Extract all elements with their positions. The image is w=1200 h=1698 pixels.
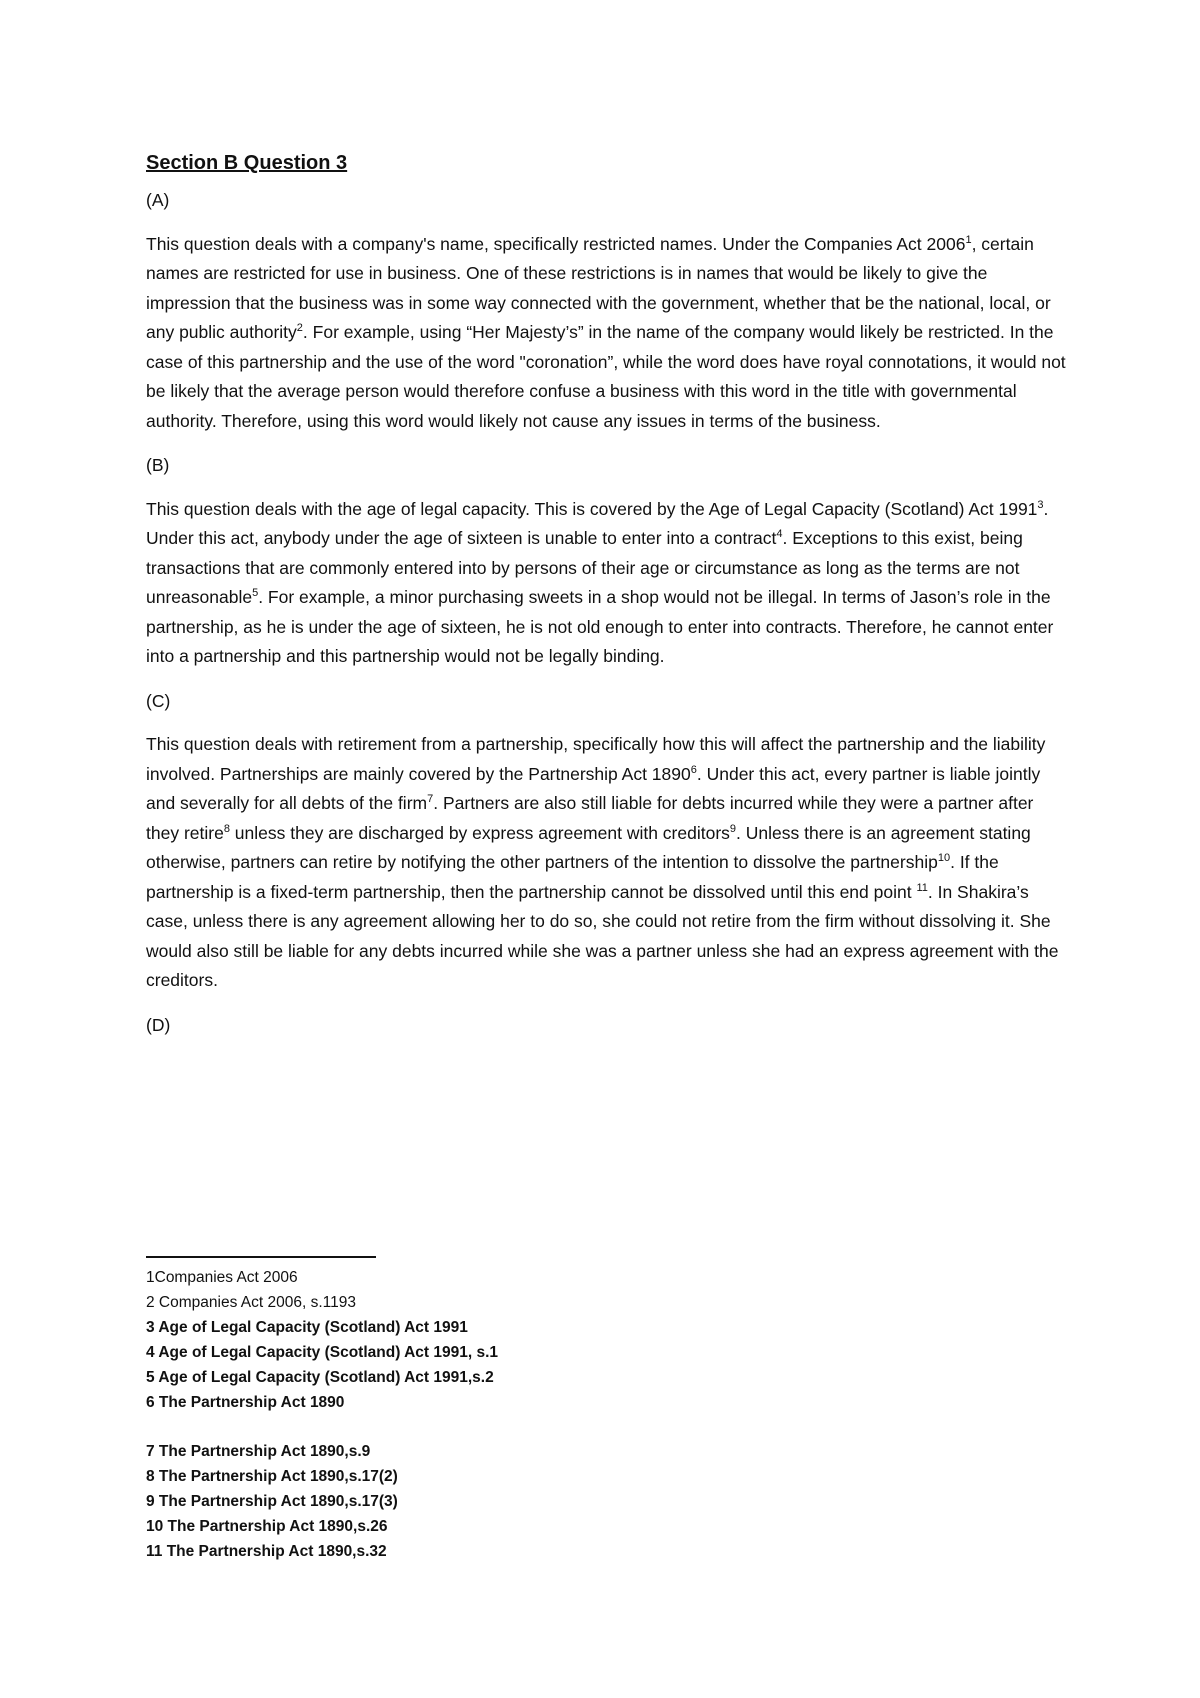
footnote-ref: 6 [690,763,697,776]
footnote-item: 5 Age of Legal Capacity (Scotland) Act 1991,s.2 [146,1369,494,1386]
text-run: This question deals with a company's name, specifically restricted names. Under the Companies Act 2006 [146,233,966,254]
footnote-item: 2 Companies Act 2006, s.1193 [146,1294,356,1311]
footnote-item: 1Companies Act 2006 [146,1269,298,1286]
footnote-item: 6 The Partnership Act 1890 [146,1394,345,1411]
footnote-item: 10 The Partnership Act 1890,s.26 [146,1518,388,1535]
text-run: This question deals with the age of legal capacity. This is covered by the Age of Legal Capacity (Scotland) Act 1991 [146,498,1038,519]
footnote-spacer [146,1415,746,1439]
text-run: . For example, a minor purchasing sweets in a shop would not be illegal. In terms of Jason’s role in the partnership, as he is under the age of sixteen, he is not old enough to enter into contracts. Therefore, he cannot enter into a partnership and this partnership would not be legally binding. [146,587,1054,666]
footnote-item: 11 The Partnership Act 1890,s.32 [146,1543,387,1560]
footnote-ref: 1 [965,233,972,246]
footnote-ref: 2 [296,322,303,335]
text-run: . In Shakira’s case, unless there is any agreement allowing her to do so, she could not retire from the firm without dissolving it. She would also still be liable for any debts incurred while she was a partner unless she had an express agreement with the creditors. [146,881,1059,990]
footnote-item: 7 The Partnership Act 1890,s.9 [146,1443,371,1460]
section-b-paragraph [146,495,1066,672]
text-run: . Exceptions to this exist, being transactions that are commonly entered into by persons of their age or circumstance as long as the terms are not unreasonable [146,528,1023,607]
text-run: unless they are discharged by express agreement with creditors [229,822,730,843]
footnote-ref: 10 [937,852,951,865]
text-run: . Under this act, anybody under the age of sixteen is unable to enter into a contract [146,498,1049,548]
footnote-item: 9 The Partnership Act 1890,s.17(3) [146,1493,398,1510]
footnote-ref: 7 [427,793,434,806]
text-run: . If the partnership is a fixed-term partnership, then the partnership cannot be dissolved until this end point [146,852,999,902]
footnote-separator [146,1256,376,1258]
text-run: This question deals with retirement from a partnership, specifically how this will affect the partnership and the liability involved. Partnerships are mainly covered by the Partnership Act 1890 [146,734,1046,784]
footnote-ref: 11 [916,881,928,894]
footnote-item: 3 Age of Legal Capacity (Scotland) Act 1991 [146,1319,468,1336]
footnote-item: 4 Age of Legal Capacity (Scotland) Act 1991, s.1 [146,1344,499,1361]
text-run: , certain names are restricted for use in business. One of these restrictions is in names that would be likely to give the impression that the business was in some way connected with the government, whether that be the national, local, or any public authority [146,233,1051,342]
footnote-ref: 3 [1037,498,1044,511]
page-title: Section B Question 3 [146,152,348,174]
text-run: . For example, using “Her Majesty’s” in the name of the company would likely be restricted. In the case of this partnership and the use of the word "coronation”, while the word does have royal connotations, it would not be likely that the average person would therefore confuse a business with this word in the title with governmental authority. Therefore, using this word would likely not cause any issues in terms of the business. [146,322,1066,431]
section-label-b: (B) [146,455,170,475]
footnote-ref: 8 [223,822,230,835]
section-label-d: (D) [146,1014,171,1035]
section-label-c: (C) [146,690,171,711]
footnote-ref: 4 [776,528,783,541]
section-label-a: (A) [146,190,170,210]
text-run: . Partners are also still liable for debts incurred while they were a partner after they retire [146,793,1034,843]
text-run: . Unless there is an agreement stating otherwise, partners can retire by notifying the other partners of the intention to dissolve the partnership [146,822,1031,872]
footnote-item: 8 The Partnership Act 1890,s.17(2) [146,1468,398,1485]
footnote-ref: 5 [252,587,259,600]
text-run: . Under this act, every partner is liable jointly and severally for all debts of the firm [146,763,1041,813]
section-a-paragraph [146,230,1066,437]
footnote-ref: 9 [729,822,737,835]
section-c-paragraph [146,730,1066,996]
footnotes [146,1265,746,1564]
document-body [146,150,1066,1054]
